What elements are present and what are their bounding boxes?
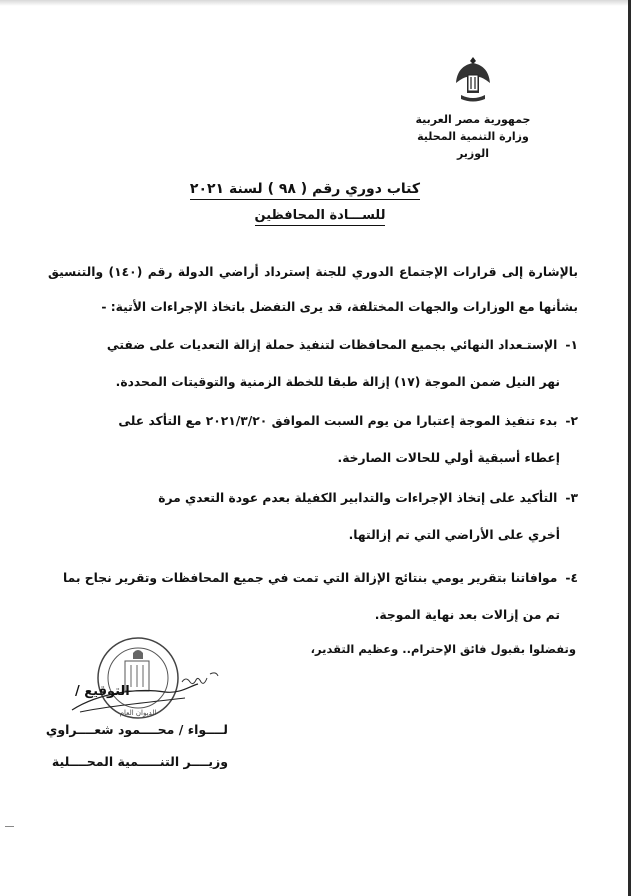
signature-label: التوقيع / (75, 684, 130, 699)
seal-text: الديوان العام (119, 709, 157, 717)
office-name: الوزير (456, 147, 490, 160)
item-text: موافاتنا بتقرير يومي بنتائج الإزالة التي تمت في جميع المحافظات وتقرير نجاح بما (63, 571, 558, 585)
list-item (38, 560, 578, 634)
list-item (38, 327, 578, 401)
item-number: ٤- (565, 571, 578, 585)
signatory-name: لــــواء / محــــمود شعــــراوي (45, 722, 228, 737)
list-item (38, 480, 578, 554)
intro-paragraph: بالإشارة إلى قرارات الإجتماع الدوري للجنة إسترداد أراضي الدولة رقم (١٤٠) والتنسيق بشأنها مع الوزارات والجهات المختلفة، قد يرى التفضل باتخاذ الإجراءات الأتية: - (48, 265, 578, 314)
item-continuation: أخري على الأراضي التي تم إزالتها. (348, 528, 560, 542)
item-text: التأكيد على إتخاذ الإجراءات والتدابير الكفيلة بعدم عودة التعدي مرة (158, 491, 558, 505)
item-number: ٢- (565, 414, 578, 428)
item-continuation: إعطاء أسبقية أولي للحالات الصارخة. (337, 451, 560, 465)
signatory (45, 714, 228, 778)
item-text: الإستـعداد النهائي بجميع المحافظات لتنفيذ حملة إزالة التعديات على ضفتي (106, 338, 558, 352)
closing-salutation: وتفضلوا بقبول فائق الإحترام.. وعظيم التقدير، (310, 642, 576, 656)
circular-number: كتاب دوري رقم ( ٩٨ ) لسنة ٢٠٢١ (190, 181, 420, 200)
initials-scribble (180, 668, 220, 690)
list-item (38, 403, 578, 477)
item-number: ١- (565, 338, 578, 352)
letter-title (189, 178, 420, 226)
addressee: للســـادة المحافظين (255, 208, 386, 226)
item-text: بدء تنفيذ الموجة إعتبارا من يوم السبت الموافق ٢٠٢١/٣/٢٠ مع التأكد على (118, 414, 558, 428)
item-continuation: تم من إزالات بعد نهاية الموجة. (374, 608, 560, 622)
eagle-emblem-icon (453, 55, 493, 103)
item-continuation: نهر النيل ضمن الموجة (١٧) إزالة طبقا للخطة الزمنية والتوقيتات المحددة. (115, 375, 560, 389)
item-number: ٣- (565, 491, 578, 505)
country-name: جمهورية مصر العربية (415, 113, 531, 126)
signatory-position: وزيــــر التنـــــمية المحــــلية (51, 754, 228, 769)
ministry-name: وزارة التنمية المحلية (417, 130, 529, 143)
letterhead (413, 55, 533, 162)
